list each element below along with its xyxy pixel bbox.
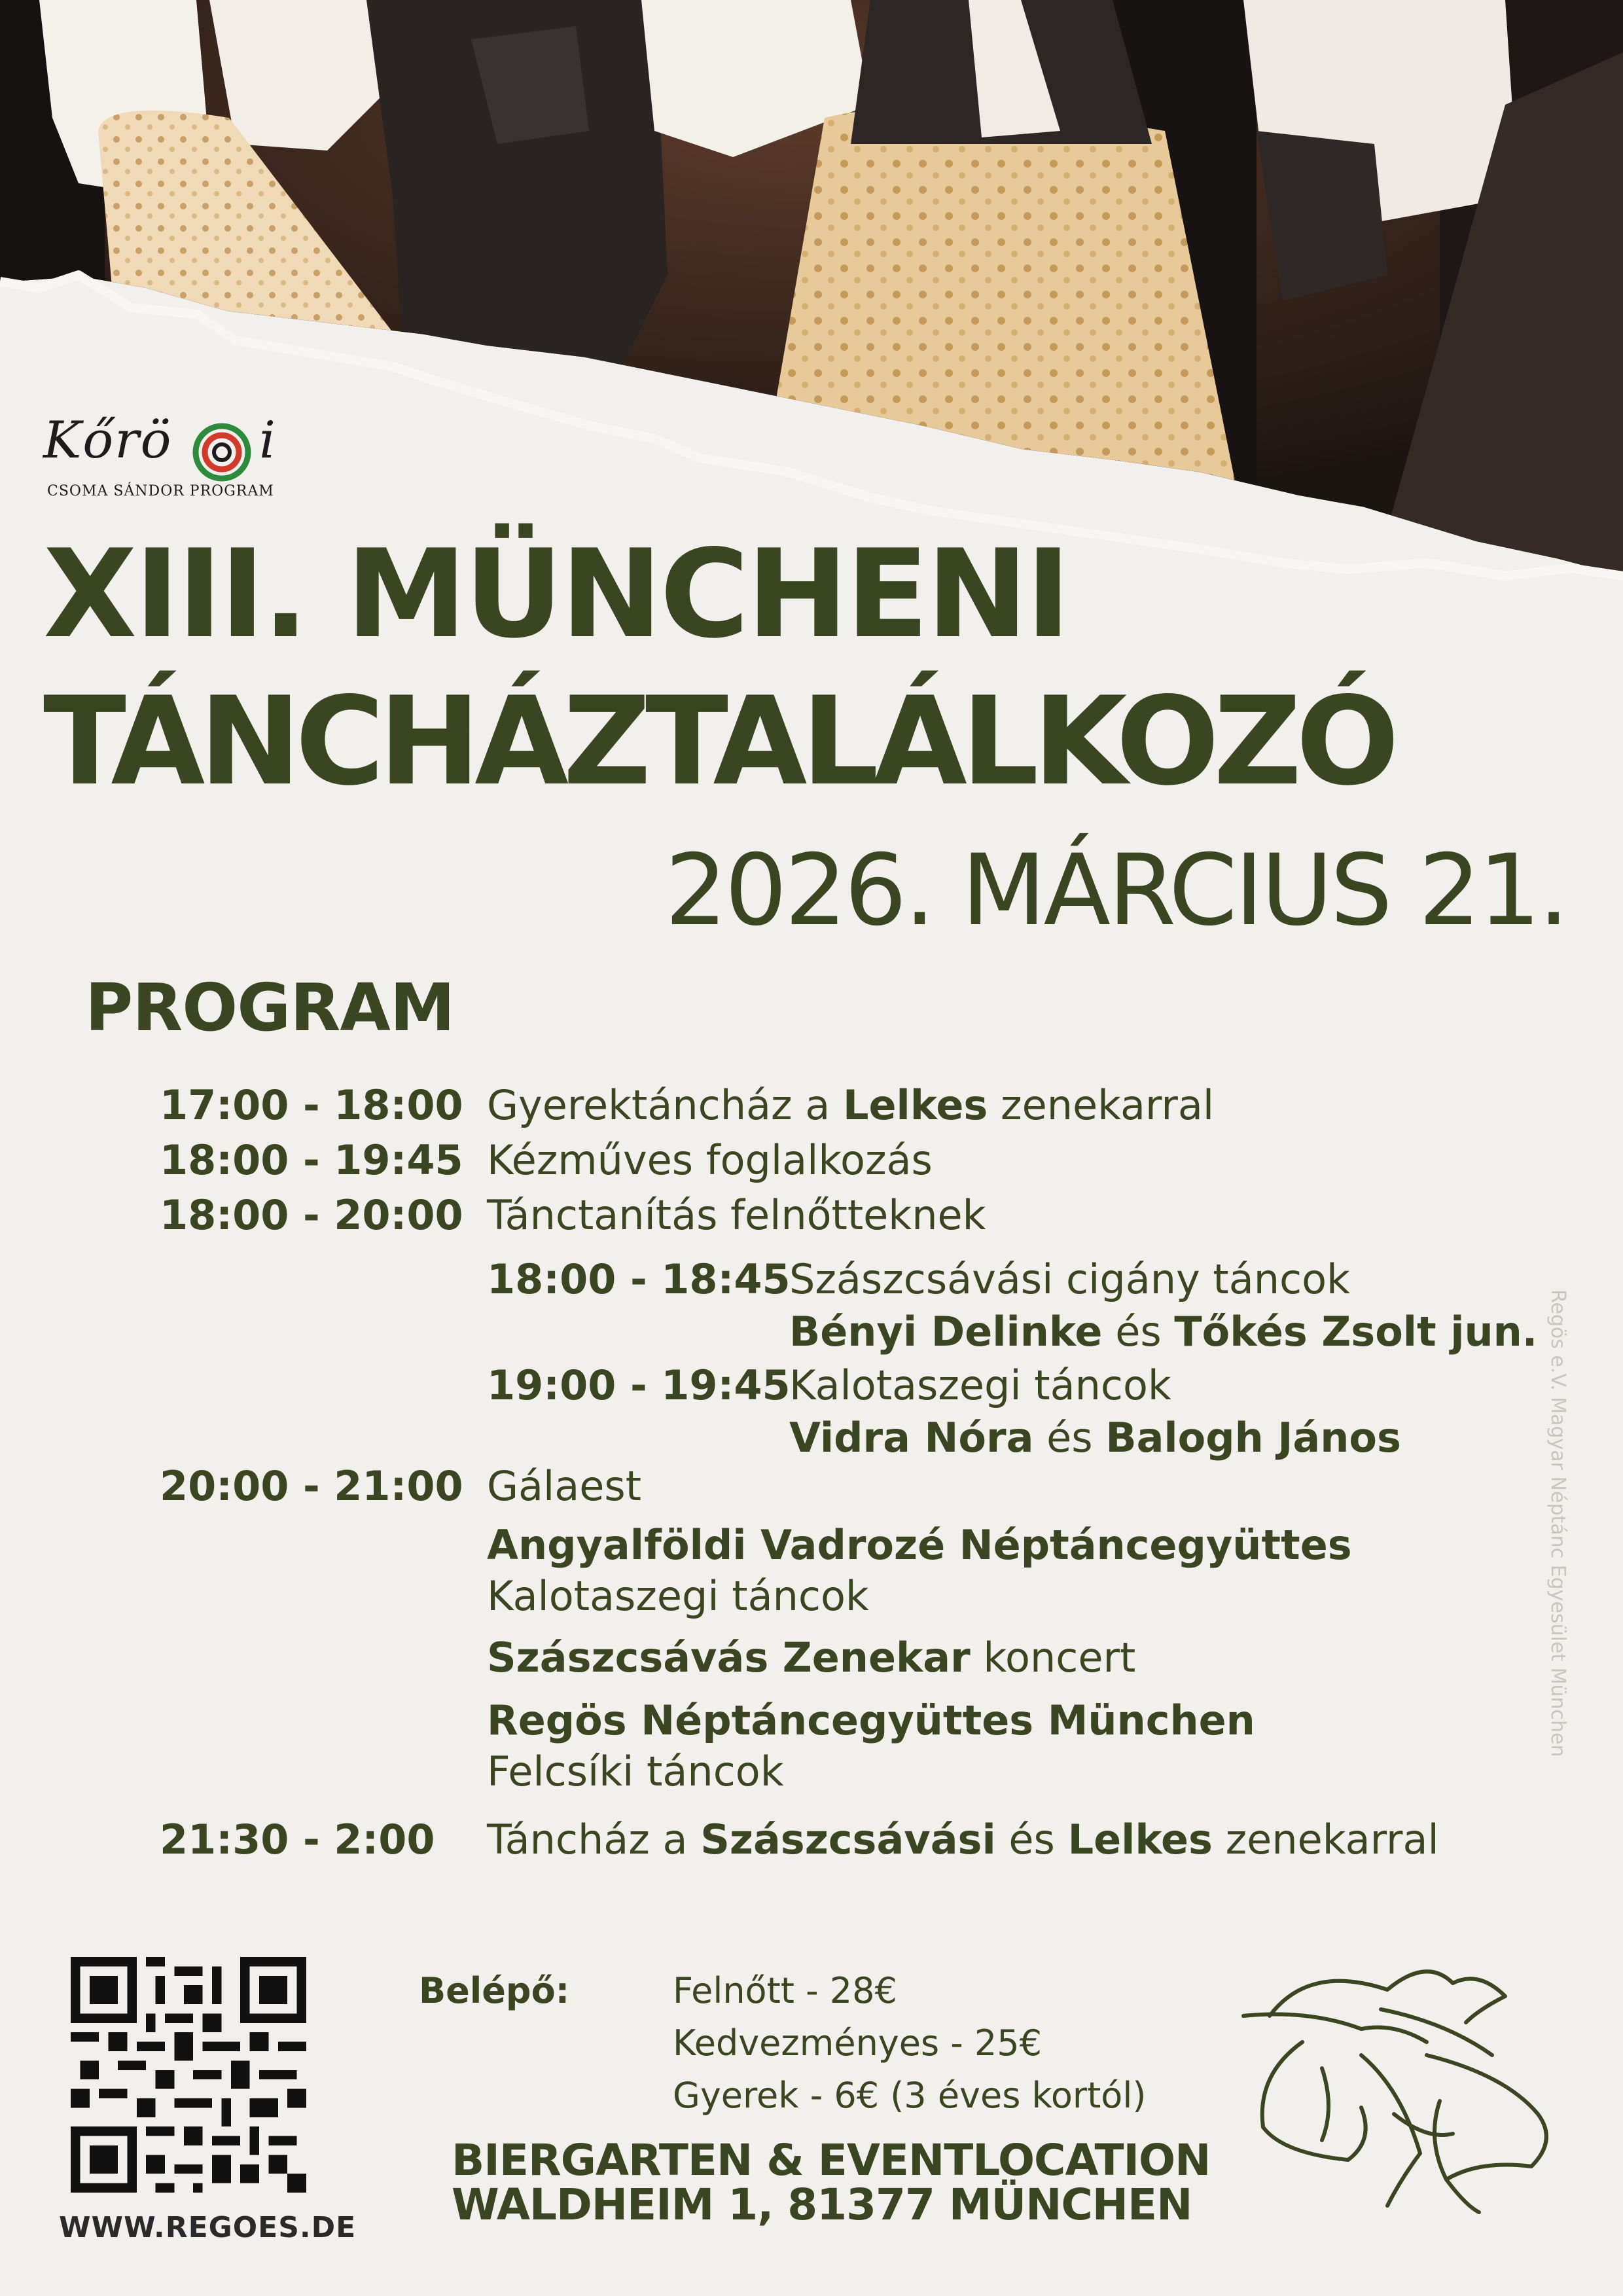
- schedule-subitem: Kalotaszegi táncok: [789, 1361, 1171, 1409]
- logo-wordmark-tail: i: [259, 411, 276, 470]
- schedule-time: 17:00 - 18:00: [160, 1081, 463, 1129]
- program-heading: PROGRAM: [85, 969, 455, 1046]
- logo-wordmark: Kőrö: [43, 411, 173, 470]
- schedule-item: Gyerektáncház a Lelkes zenekarral: [487, 1081, 1215, 1129]
- event-title-line-1: XIII. MÜNCHENI: [43, 523, 1069, 665]
- schedule-subtime: 19:00 - 19:45: [487, 1361, 791, 1409]
- schedule-item: Gálaest: [487, 1462, 642, 1510]
- price-child: Gyerek - 6€ (3 éves kortól): [673, 2075, 1147, 2116]
- venue-address: WALDHEIM 1, 81377 MÜNCHEN: [452, 2179, 1192, 2230]
- dancing-couple-icon: [1230, 1944, 1571, 2219]
- side-credit: Regös e.V. Magyar Néptánc Egyesület München: [1546, 1289, 1569, 1757]
- gala-group: Szászcsávás Zenekar koncert: [487, 1634, 1136, 1681]
- schedule-time: 21:30 - 2:00: [160, 1816, 435, 1863]
- event-date: 2026. MÁRCIUS 21.: [664, 834, 1567, 948]
- website-link[interactable]: WWW.REGOES.DE: [59, 2211, 357, 2244]
- qr-code-icon[interactable]: [71, 1957, 306, 2193]
- schedule-item: Táncház a Szászcsávási és Lelkes zenekarral: [487, 1816, 1439, 1863]
- schedule-teachers: Bényi Delinke és Tőkés Zsolt jun.: [789, 1308, 1538, 1355]
- schedule-item: Tánctanítás felnőtteknek: [487, 1191, 986, 1239]
- schedule-time: 20:00 - 21:00: [160, 1462, 463, 1510]
- price-adult: Felnőtt - 28€: [673, 1970, 897, 2011]
- logo-subtitle: CSOMA SÁNDOR PROGRAM: [47, 483, 274, 499]
- gala-group: Angyalföldi Vadrozé Néptáncegyüttes: [487, 1521, 1352, 1569]
- schedule-time: 18:00 - 20:00: [160, 1191, 463, 1239]
- entry-label: Belépő:: [419, 1970, 570, 2011]
- koroi-logo: [43, 411, 279, 503]
- gala-group-desc: Felcsíki táncok: [487, 1748, 784, 1795]
- schedule-subtime: 18:00 - 18:45: [487, 1255, 791, 1303]
- schedule-time: 18:00 - 19:45: [160, 1136, 463, 1184]
- gala-group-desc: Kalotaszegi táncok: [487, 1572, 869, 1620]
- price-reduced: Kedvezményes - 25€: [673, 2022, 1042, 2064]
- schedule-subitem: Szászcsávási cigány táncok: [789, 1255, 1350, 1303]
- venue-name: BIERGARTEN & EVENTLOCATION: [452, 2135, 1211, 2185]
- koroi-spiral-icon: [186, 416, 258, 488]
- event-title-line-2: TÁNCHÁZTALÁLKOZÓ: [43, 670, 1394, 812]
- schedule-teachers: Vidra Nóra és Balogh János: [789, 1414, 1401, 1462]
- gala-group: Regös Néptáncegyüttes München: [487, 1696, 1255, 1744]
- schedule-item: Kézműves foglalkozás: [487, 1136, 933, 1184]
